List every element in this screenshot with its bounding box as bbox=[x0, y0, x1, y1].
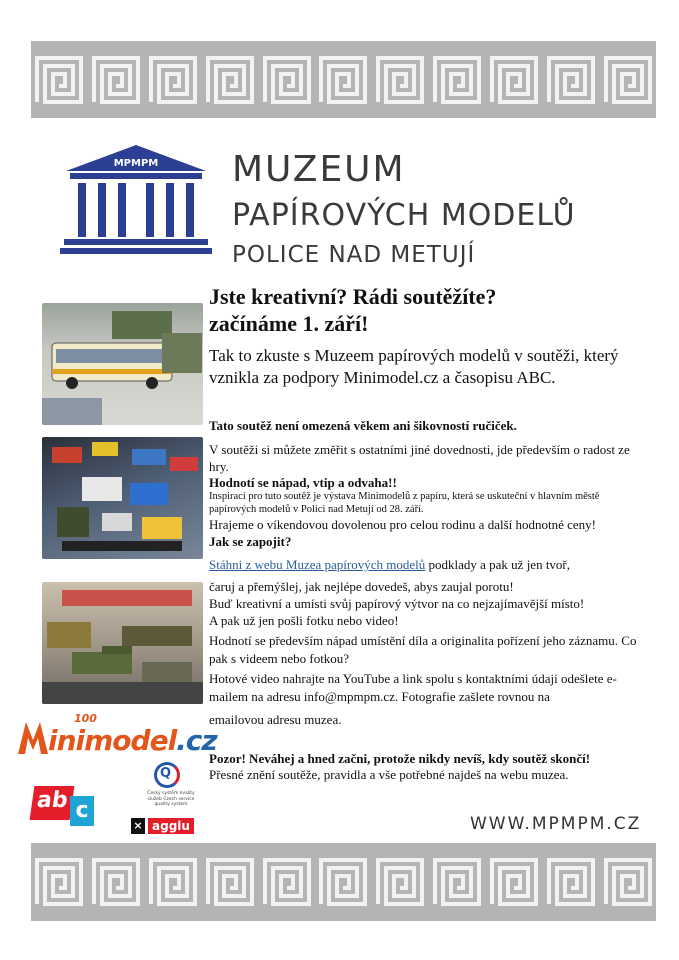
greek-key-tile bbox=[90, 54, 142, 106]
temple-label: MPMPM bbox=[113, 158, 159, 169]
minimodel-logo bbox=[16, 712, 217, 760]
decorative-bottom-band bbox=[31, 843, 656, 921]
agglu-wordmark: agglu bbox=[148, 818, 194, 834]
paragraph-prizes: Hrajeme o víkendovou dovolenou pro celou rodinu a další hodnotné ceny! bbox=[209, 517, 597, 532]
abc-ab: ab bbox=[30, 786, 75, 820]
paragraph-download bbox=[209, 557, 649, 573]
abc-logo bbox=[32, 786, 96, 828]
greek-key-tile bbox=[204, 54, 256, 106]
greek-key-tile bbox=[33, 856, 85, 908]
agglu-logo bbox=[131, 817, 194, 835]
greek-key-tile bbox=[374, 856, 426, 908]
abc-c: c bbox=[70, 796, 94, 826]
museum-title bbox=[232, 150, 576, 270]
headline-line2: začínáme 1. září! bbox=[209, 311, 369, 336]
photo-bus-models bbox=[42, 303, 203, 425]
quality-caption: Český systém kvality služeb Czech service quality system bbox=[147, 791, 195, 807]
agglu-x-icon: × bbox=[131, 818, 145, 834]
greek-key-tile bbox=[33, 54, 85, 106]
museum-title-line2: PAPÍROVÝCH MODELŮ bbox=[232, 198, 576, 233]
paragraph-compete: V soutěži si můžete změřit s ostatními jiné dovednosti, jde především o radost ze hry. bbox=[209, 442, 630, 474]
greek-key-tile bbox=[261, 856, 313, 908]
paragraph-think: čaruj a přemýšlej, jak nejlépe dovedeš, abys zaujal porotu! bbox=[209, 579, 514, 594]
greek-key-tile bbox=[488, 54, 540, 106]
paragraph-judged: Hodnotí se nápad, vtip a odvaha!! bbox=[209, 475, 397, 490]
greek-key-tile bbox=[431, 54, 483, 106]
minimodel-m-icon bbox=[16, 718, 50, 756]
greek-key-tile bbox=[431, 856, 483, 908]
minimodel-100: 100 bbox=[74, 712, 97, 725]
paragraph-send-photo: A pak už jen pošli fotku nebo video! bbox=[209, 613, 399, 628]
minimodel-wordmark: inimodel.cz bbox=[48, 724, 217, 757]
greek-key-tile bbox=[90, 856, 142, 908]
decorative-top-band bbox=[31, 41, 656, 118]
greek-key-tile bbox=[147, 54, 199, 106]
greek-key-tile bbox=[204, 856, 256, 908]
paragraph-email: emailovou adresu muzea. bbox=[209, 712, 342, 727]
greek-key-tile bbox=[147, 856, 199, 908]
paragraph-upload: Hotové video nahrajte na YouTube a link spolu s kontaktními údaji odešlete e-mailem na adresu info@mpmpm.cz. Fotografie zašlete rovnou na bbox=[209, 671, 617, 704]
paragraph-evaluation: Hodnotí se především nápad umístění díla a originalita pořízení jeho záznamu. Co pak s videem nebo fotkou? bbox=[209, 633, 637, 666]
paragraph-inspiration: Inspirací pro tuto soutěž je výstava Minimodelů z papíru, která se uskuteční v hlavním městě papírových modelů v Polici nad Metují od 28. září. bbox=[209, 491, 600, 515]
museum-temple-logo bbox=[60, 143, 212, 263]
paragraph-how-to-join: Jak se zapojit? bbox=[209, 534, 292, 549]
lead-paragraph: Tak to zkuste s Muzeem papírových modelů v soutěži, který vznikla za podpory Minimodel.cz a časopisu ABC. bbox=[209, 346, 619, 387]
museum-title-line3: POLICE NAD METUJÍ bbox=[232, 242, 476, 268]
greek-key-tile bbox=[261, 54, 313, 106]
website-url[interactable]: WWW.MPMPM.CZ bbox=[470, 814, 642, 834]
paragraph-warning: Pozor! Neváhej a hned začni, protože nikdy nevíš, kdy soutěž skončí! bbox=[209, 751, 591, 766]
paragraph-not-limited: Tato soutěž není omezená věkem ani šikovností ručiček. bbox=[209, 418, 517, 433]
headline-line1: Jste kreativní? Rádi soutěžíte? bbox=[209, 284, 497, 309]
paragraph-download-rest: podklady a pak už jen tvoř, bbox=[425, 557, 571, 572]
quality-system-logo: Q Český systém kvality služeb Czech service quality system bbox=[140, 762, 202, 804]
greek-key-tile bbox=[317, 54, 369, 106]
greek-key-tile bbox=[602, 54, 654, 106]
greek-key-tile bbox=[488, 856, 540, 908]
greek-key-tile bbox=[374, 54, 426, 106]
museum-download-link[interactable]: Stáhni z webu Muzea papírových modelů bbox=[209, 557, 426, 572]
paragraph-rules: Přesné znění soutěže, pravidla a vše potřebné najdeš na webu muzea. bbox=[209, 767, 569, 782]
headline bbox=[209, 283, 649, 337]
greek-key-tile bbox=[317, 856, 369, 908]
greek-key-tile bbox=[545, 856, 597, 908]
photo-car-models bbox=[42, 437, 203, 559]
greek-key-tile bbox=[602, 856, 654, 908]
photo-tank-models bbox=[42, 582, 203, 704]
greek-key-tile bbox=[545, 54, 597, 106]
museum-title-line1: MUZEUM bbox=[232, 149, 406, 190]
paragraph-be-creative: Buď kreativní a umísti svůj papírový výtvor na co nejzajímavější místo! bbox=[209, 596, 585, 611]
